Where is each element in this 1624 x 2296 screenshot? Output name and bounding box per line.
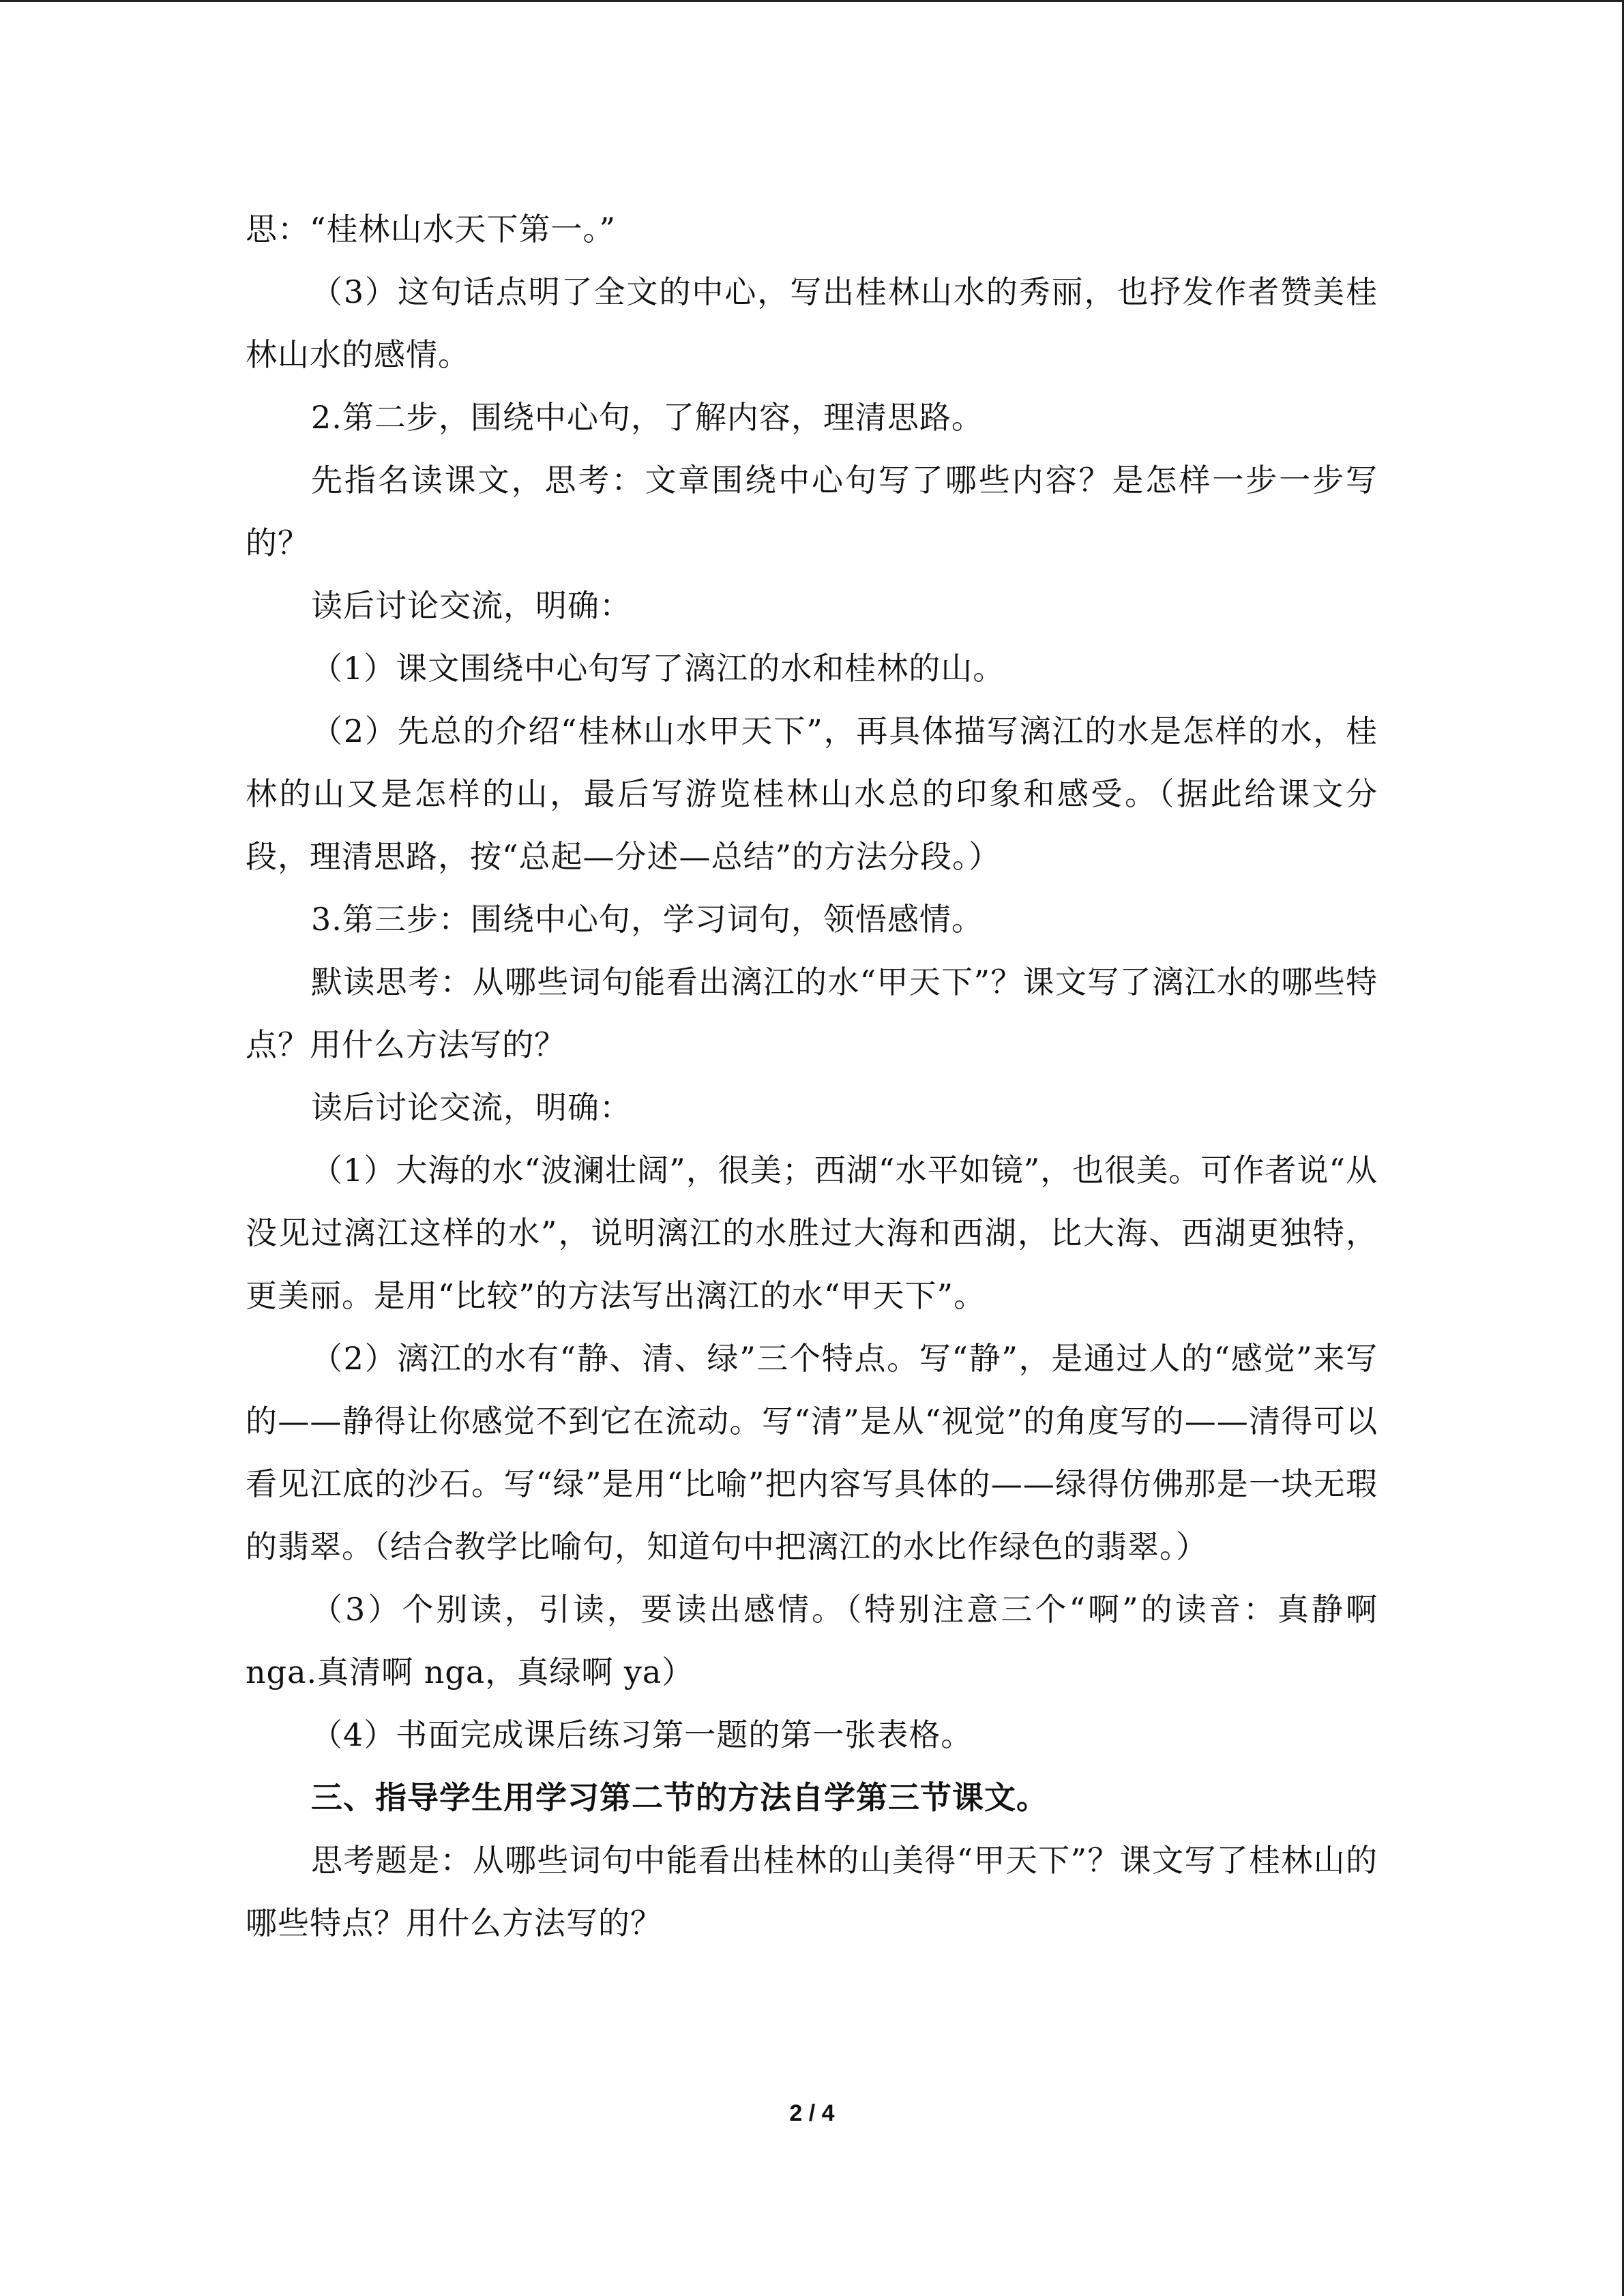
- paragraph-3: 2.第二步，围绕中心句，了解内容，理清思路。: [311, 399, 984, 436]
- section-heading: 三、指导学生用学习第二节的方法自学第三节课文。: [311, 1779, 1048, 1816]
- paragraph-16: 思考题是：从哪些词句中能看出桂林的山美得“甲天下”？课文写了桂林山的哪些特点？用什么方法写的？: [246, 1842, 1378, 1941]
- paragraph-13: （3）个别读，引读，要读出感情。（特别注意三个“啊”的读音：真静啊nga.真清啊 nga，真绿啊 ya）: [246, 1591, 1378, 1690]
- paragraph-14: （4）书面完成课后练习第一题的第一张表格。: [311, 1716, 973, 1753]
- paragraph-4: 先指名读课文，思考：文章围绕中心句写了哪些内容？是怎样一步一步写的？: [246, 462, 1378, 561]
- paragraph-12: （2）漓江的水有“静、清、绿”三个特点。写“静”，是通过人的“感觉”来写的——静得让你感觉不到它在流动。写“清”是从“视觉”的角度写的——清得可以看见江底的沙石。写“绿”是用“比喻”把内容写具体的——绿得仿佛那是一块无瑕的翡翠。（结合教学比喻句，知道句中把漓江的水比作绿色的翡翠。）: [246, 1340, 1378, 1565]
- paragraph-7: （2）先总的介绍“桂林山水甲天下”，再具体描写漓江的水是怎样的水，桂林的山又是怎样的山，最后写游览桂林山水总的印象和感受。（据此给课文分段，理清思路，按“总起—分述—总结”的方法分段。）: [246, 713, 1378, 875]
- page-number: 2 / 4: [789, 2100, 835, 2126]
- paragraph-10: 读后讨论交流，明确：: [311, 1089, 632, 1126]
- paragraph-11: （1）大海的水“波澜壮阔”，很美；西湖“水平如镜”，也很美。可作者说“从没见过漓江这样的水”，说明漓江的水胜过大海和西湖，比大海、西湖更独特，更美丽。是用“比较”的方法写出漓江的水“甲天下”。: [246, 1152, 1378, 1314]
- paragraph-8: 3.第三步：围绕中心句，学习词句，领悟感情。: [311, 901, 984, 938]
- paragraph-9: 默读思考：从哪些词句能看出漓江的水“甲天下”？课文写了漓江水的哪些特点？用什么方法写的？: [246, 964, 1378, 1063]
- document-body: [246, 198, 1378, 1954]
- paragraph-5: 读后讨论交流，明确：: [311, 587, 632, 624]
- paragraph-6: （1）课文围绕中心句写了漓江的水和桂林的山。: [311, 650, 1005, 687]
- paragraph-1: 思：“桂林山水天下第一。”: [246, 211, 617, 248]
- paragraph-2: （3）这句话点明了全文的中心，写出桂林山水的秀丽，也抒发作者赞美桂林山水的感情。: [246, 273, 1378, 373]
